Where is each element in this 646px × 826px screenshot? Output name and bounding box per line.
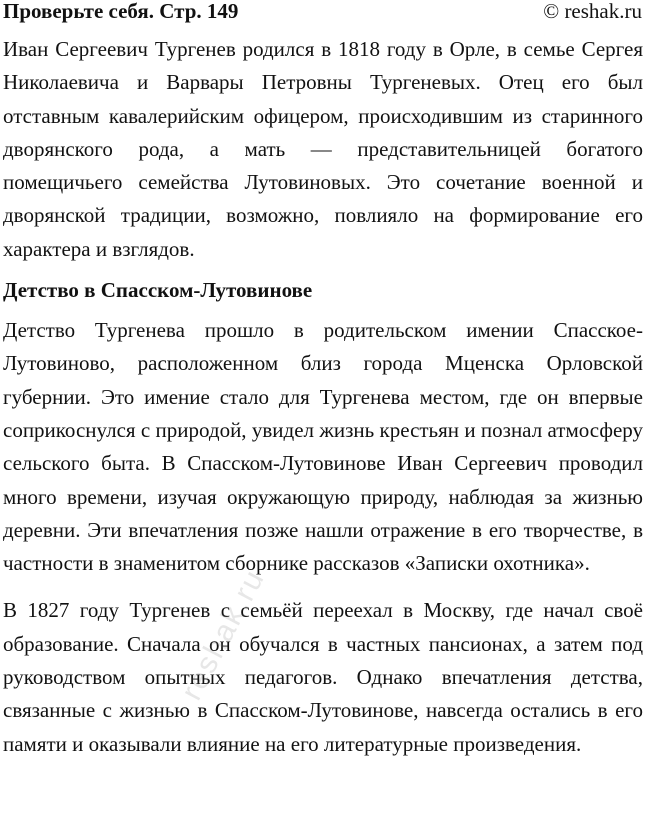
watermark-text: reshak.ru <box>175 563 272 706</box>
intro-paragraph: Иван Сергеевич Тургенев родился в 1818 году в Орле, в семье Сергея Николаевича и Варвары Петровны Тургеневых. Отец его был отставным кавалерийским офицером, происходившим из старинного дворянского рода, а мать — представительницей богатого помещичьего семейства Лутовиновых. Это сочетание военной и дворянской традиции, возможно, повлияло на формирование его характера и взглядов. <box>3 37 643 261</box>
section-heading: Детство в Спасском-Лутовинове <box>3 278 313 303</box>
page-header <box>0 0 646 24</box>
page-title: Проверьте себя. Стр. 149 <box>3 0 239 23</box>
childhood-paragraph: Детство Тургенева прошло в родительском имении Спасское-Лутовиново, расположенном близ города Мценска Орловской губернии. Это имение стало для Тургенева местом, где он впервые соприкоснулся с природой, увидел жизнь крестьян и познал атмосферу сельского быта. В Спасском-Лутовинове Иван Сергеевич проводил много времени, изучая окружающую природу, наблюдая за жизнью деревни. Эти впечатления позже нашли отражение в его творчестве, в частности в знаменитом сборнике рассказов «Записки охотника». <box>3 318 643 576</box>
moscow-paragraph: В 1827 году Тургенев с семьёй переехал в Москву, где начал своё образование. Сначала он обучался в частных пансионах, а затем под руководством опытных педагогов. Однако впечатления детства, связанные с жизнью в Спасском-Лутовинове, навсегда остались в его памяти и оказывали влияние на его литературные произведения. <box>3 598 643 756</box>
source-credit: © reshak.ru <box>543 0 642 23</box>
document-body <box>3 33 643 761</box>
